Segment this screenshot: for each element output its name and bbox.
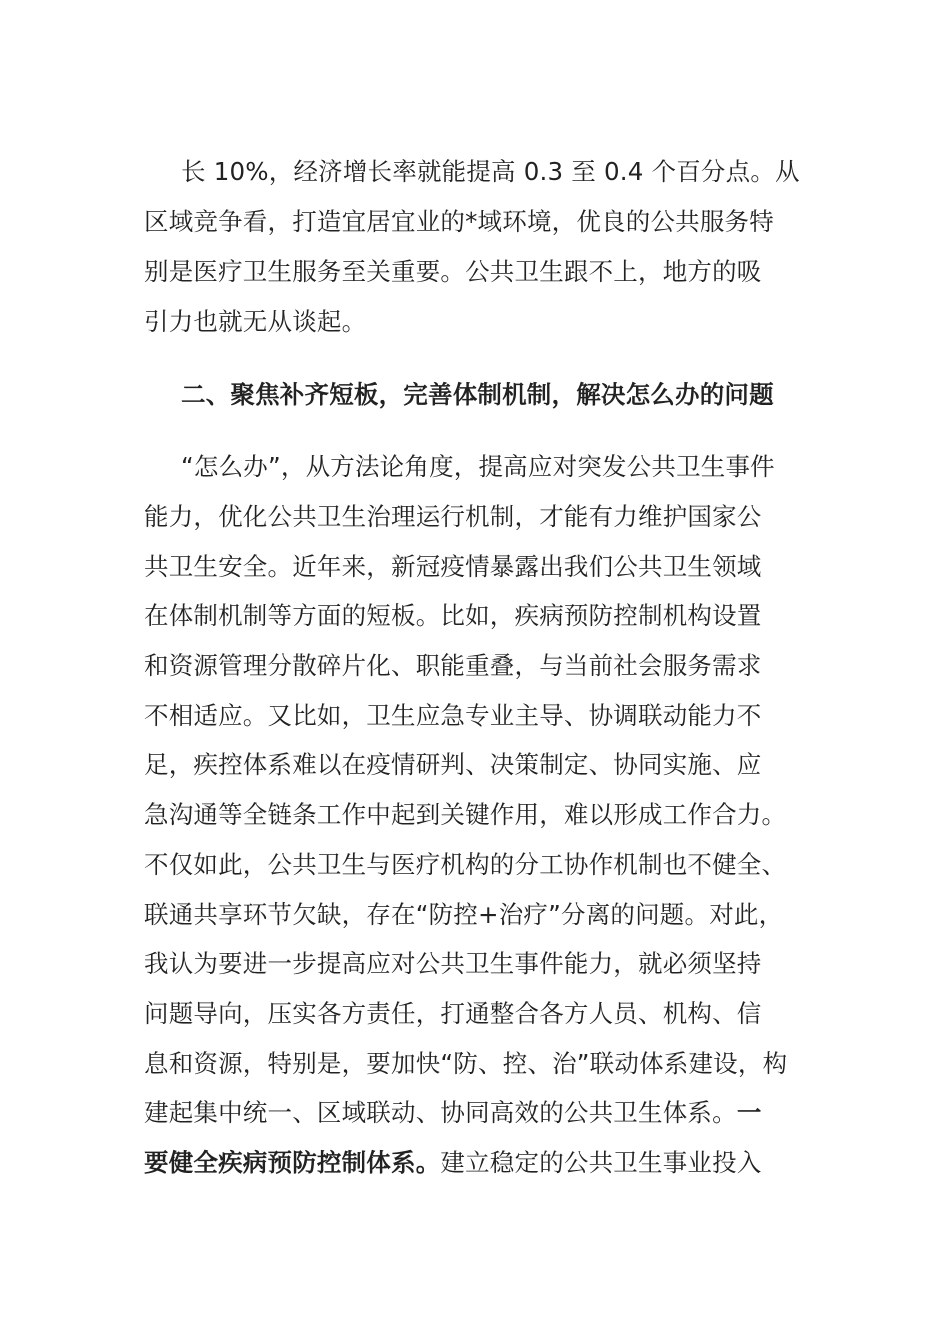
bold-lead-text: 一: [736, 1098, 762, 1127]
line-text: 建立稳定的公共卫生事业投入: [440, 1148, 762, 1177]
line-text: 建起集中统一、区域联动、协同高效的公共卫生体系。: [144, 1098, 737, 1127]
bold-lead-text: 要健全疾病预防控制体系。: [144, 1148, 441, 1177]
paragraph-line: 别是医疗卫生服务至关重要。公共卫生跟不上，地方的吸: [144, 257, 762, 286]
section-heading: 二、聚焦补齐短板，完善体制机制，解决怎么办的问题: [181, 380, 774, 409]
paragraph-line: 引力也就无从谈起。: [144, 307, 367, 336]
paragraph-line: 足，疾控体系难以在疫情研判、决策制定、协同实施、应: [144, 750, 762, 779]
paragraph-line: 问题导向，压实各方责任，打通整合各方人员、机构、信: [144, 999, 762, 1028]
paragraph-line: 共卫生安全。近年来，新冠疫情暴露出我们公共卫生领域: [144, 552, 762, 581]
paragraph-line: 在体制机制等方面的短板。比如，疾病预防控制机构设置: [144, 601, 762, 630]
paragraph-line: 区域竞争看，打造宜居宜业的*域环境，优良的公共服务特: [144, 207, 774, 236]
paragraph-line: [144, 1145, 824, 1181]
paragraph-line: 急沟通等全链条工作中起到关键作用，难以形成工作合力。: [144, 800, 787, 829]
paragraph-line: 能力，优化公共卫生治理运行机制，才能有力维护国家公: [144, 502, 762, 531]
paragraph-line: 不相适应。又比如，卫生应急专业主导、协调联动能力不: [144, 701, 762, 730]
paragraph-line: 和资源管理分散碎片化、职能重叠，与当前社会服务需求: [144, 651, 762, 680]
paragraph-line: [144, 1095, 824, 1131]
paragraph-line: 长 10%，经济增长率就能提高 0.3 至 0.4 个百分点。从: [181, 157, 800, 186]
paragraph-line: 我认为要进一步提高应对公共卫生事件能力，就必须坚持: [144, 949, 762, 978]
paragraph-line: 不仅如此，公共卫生与医疗机构的分工协作机制也不健全、: [144, 850, 787, 879]
paragraph-line: “怎么办”，从方法论角度，提高应对突发公共卫生事件: [181, 452, 775, 481]
paragraph-line: 息和资源，特别是，要加快“防、控、治”联动体系建设，构: [144, 1049, 788, 1078]
paragraph-line: 联通共享环节欠缺，存在“防控+治疗”分离的问题。对此，: [144, 900, 784, 929]
